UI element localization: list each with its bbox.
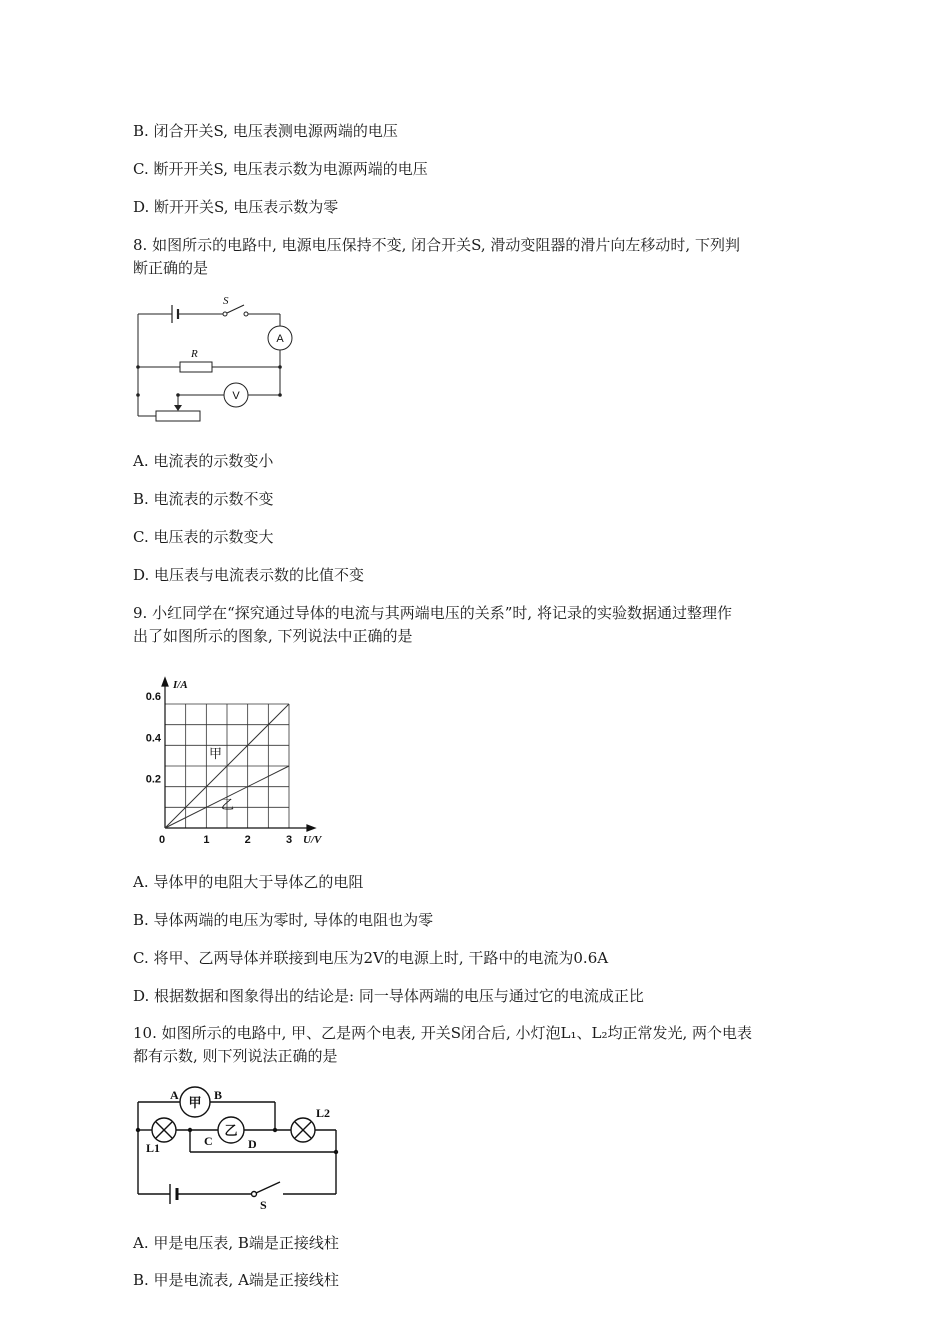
q8-circuit-diagram	[128, 292, 298, 432]
x-tick-label: 1	[203, 834, 210, 843]
meter-yi-label: 乙	[224, 1123, 238, 1138]
y-tick-label: 0.2	[145, 773, 161, 786]
terminal-a-label: A	[170, 1088, 179, 1102]
terminal-c-label: C	[204, 1134, 213, 1148]
series-label-yi: 乙	[221, 797, 235, 812]
q7-option-b: B. 闭合开关S, 电压表测电源两端的电压	[133, 122, 398, 140]
slider-arrow-icon	[174, 405, 182, 411]
meter-jia-label: 甲	[188, 1095, 202, 1110]
voltmeter-label: V	[232, 390, 240, 402]
lamp-l2-label: L2	[316, 1106, 331, 1120]
q8-stem-line1: 8. 如图所示的电路中, 电源电压保持不变, 闭合开关S, 滑动变阻器的滑片向左移动时, 下列判	[133, 236, 740, 254]
x-tick-label: 0	[159, 834, 166, 843]
q8-option-b: B. 电流表的示数不变	[133, 490, 274, 508]
q10-option-a: A. 甲是电压表, B端是正接线柱	[133, 1234, 339, 1252]
q8-option-c: C. 电压表的示数变大	[133, 528, 274, 546]
q9-option-a: A. 导体甲的电阻大于导体乙的电阻	[133, 873, 364, 891]
x-axis-arrow-icon	[307, 825, 315, 831]
x-tick-label: 2	[244, 834, 251, 843]
q9-option-d: D. 根据数据和图象得出的结论是: 同一导体两端的电压与通过它的电流成正比	[133, 987, 644, 1005]
q9-stem-line1: 9. 小红同学在“探究通过导体的电流与其两端电压的关系”时, 将记录的实验数据通过整理作	[133, 604, 732, 622]
y-tick-label: 0.6	[145, 691, 161, 703]
q8-option-a: A. 电流表的示数变小	[133, 452, 274, 470]
q10-stem-line1: 10. 如图所示的电路中, 甲、乙是两个电表, 开关S闭合后, 小灯泡L₁、L₂均正常发光, 两个电表	[133, 1024, 752, 1042]
q7-option-c: C. 断开开关S, 电压表示数为电源两端的电压	[133, 160, 428, 178]
y-axis-arrow-icon	[162, 678, 168, 686]
q8-stem-line2: 断正确的是	[133, 259, 209, 277]
terminal-b-label: B	[214, 1088, 223, 1102]
lamp-l1-label: L1	[146, 1141, 161, 1155]
q10-stem-line2: 都有示数, 则下列说法正确的是	[133, 1047, 338, 1065]
switch-label-s: S	[223, 295, 229, 307]
series-label-jia: 甲	[209, 746, 223, 761]
q10-option-b: B. 甲是电流表, A端是正接线柱	[133, 1271, 339, 1289]
resistor-label-r: R	[191, 348, 198, 360]
y-tick-label: 0.4	[145, 732, 161, 745]
q9-option-c: C. 将甲、乙两导体并联接到电压为2V的电源上时, 干路中的电流为0.6A	[133, 949, 609, 967]
q9-option-b: B. 导体两端的电压为零时, 导体的电阻也为零	[133, 911, 434, 929]
iu-graph	[130, 668, 330, 843]
x-tick-label: 3	[286, 834, 293, 843]
y-axis-label: I/A	[173, 679, 188, 691]
x-axis-label: U/V	[303, 834, 322, 843]
q8-option-d: D. 电压表与电流表示数的比值不变	[133, 566, 365, 584]
switch-s-label: S	[260, 1198, 267, 1212]
terminal-d-label: D	[248, 1137, 257, 1151]
q10-circuit-diagram	[128, 1082, 348, 1212]
ammeter-label: A	[276, 333, 284, 345]
q9-stem-line2: 出了如图所示的图象, 下列说法中正确的是	[133, 627, 413, 645]
q7-option-d: D. 断开开关S, 电压表示数为零	[133, 198, 339, 216]
